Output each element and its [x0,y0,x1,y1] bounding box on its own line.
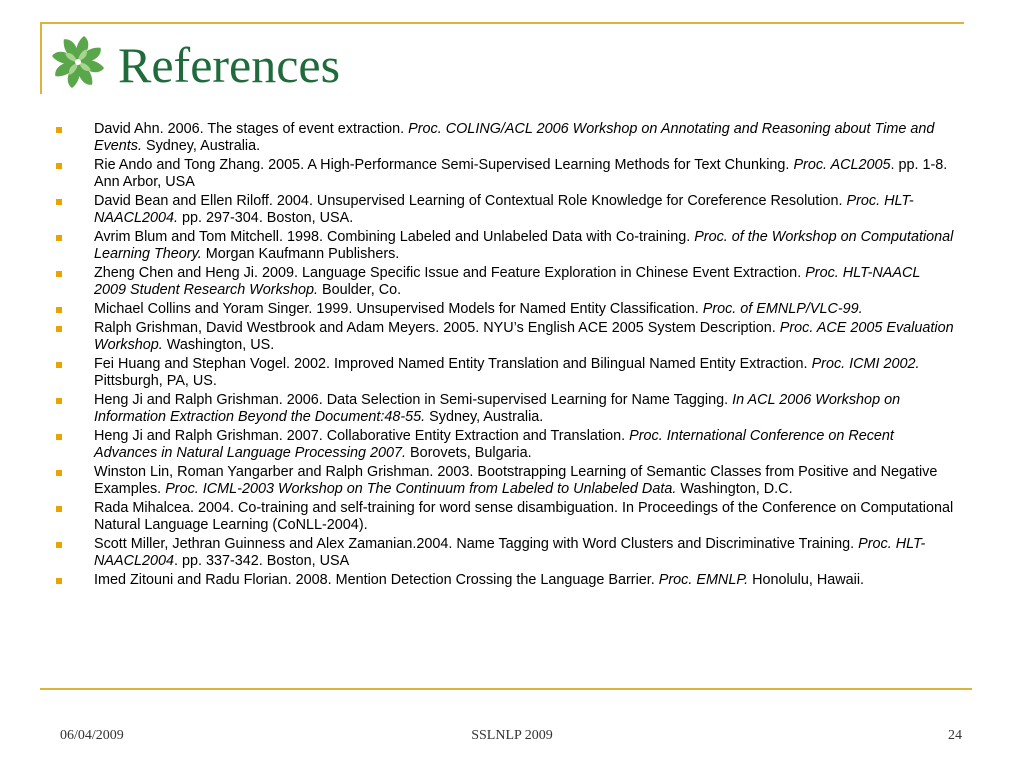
reference-item: Zheng Chen and Heng Ji. 2009. Language Specific Issue and Feature Exploration in Chinese Event Extraction. Proc. HLT-NAACL 2009 Student Research Workshop. Boulder, Co. [56,265,956,299]
reference-item: David Ahn. 2006. The stages of event extraction. Proc. COLING/ACL 2006 Workshop on Annotating and Reasoning about Time and Events. Sydney, Australia. [56,121,956,155]
reference-item: Scott Miller, Jethran Guinness and Alex Zamanian.2004. Name Tagging with Word Clusters and Discriminative Training. Proc. HLT-NAACL2004. pp. 337-342. Boston, USA [56,536,956,570]
footer-divider [40,688,972,690]
reference-item: Heng Ji and Ralph Grishman. 2006. Data Selection in Semi-supervised Learning for Name Tagging. In ACL 2006 Workshop on Information Extraction Beyond the Document:48-55. Sydney, Australia. [56,392,956,426]
reference-item: Michael Collins and Yoram Singer. 1999. Unsupervised Models for Named Entity Classification. Proc. of EMNLP/VLC-99. [56,301,956,318]
green-pinwheel-icon [46,30,110,94]
bullet-square-icon [56,506,62,512]
reference-item: Rada Mihalcea. 2004. Co-training and self-training for word sense disambiguation. In Proceedings of the Conference on Computational Natural Language Learning (CoNLL-2004). [56,500,956,534]
bullet-square-icon [56,470,62,476]
reference-item: David Bean and Ellen Riloff. 2004. Unsupervised Learning of Contextual Role Knowledge for Coreference Resolution. Proc. HLT-NAACL2004. pp. 297-304. Boston, USA. [56,193,956,227]
reference-item: Winston Lin, Roman Yangarber and Ralph Grishman. 2003. Bootstrapping Learning of Semantic Classes from Positive and Negative Examples. Proc. ICML-2003 Workshop on The Continuum from Labeled to Unlabeled Data. Washington, D.C. [56,464,956,498]
bullet-square-icon [56,271,62,277]
footer-event: SSLNLP 2009 [471,728,553,743]
page-title: References [118,37,341,93]
bullet-square-icon [56,398,62,404]
reference-item: Fei Huang and Stephan Vogel. 2002. Improved Named Entity Translation and Bilingual Named Entity Extraction. Proc. ICMI 2002. Pittsburgh, PA, US. [56,356,956,390]
footer-date: 06/04/2009 [60,728,124,743]
bullet-square-icon [56,163,62,169]
bullet-square-icon [56,199,62,205]
bullet-square-icon [56,307,62,313]
bullet-square-icon [56,127,62,133]
bullet-square-icon [56,235,62,241]
frame-top-line [40,22,964,24]
slide-number: 24 [948,728,962,743]
reference-list [56,121,956,591]
reference-item: Rie Ando and Tong Zhang. 2005. A High-Performance Semi-Supervised Learning Methods for Text Chunking. Proc. ACL2005. pp. 1-8. Ann Arbor, USA [56,157,956,191]
bullet-square-icon [56,542,62,548]
frame-left-line [40,22,42,94]
reference-item: Imed Zitouni and Radu Florian. 2008. Mention Detection Crossing the Language Barrier. Proc. EMNLP. Honolulu, Hawaii. [56,572,956,589]
bullet-square-icon [56,362,62,368]
bullet-square-icon [56,326,62,332]
bullet-square-icon [56,434,62,440]
reference-item: Heng Ji and Ralph Grishman. 2007. Collaborative Entity Extraction and Translation. Proc. International Conference on Recent Advances in Natural Language Processing 2007. Borovets, Bulgaria. [56,428,956,462]
reference-item: Ralph Grishman, David Westbrook and Adam Meyers. 2005. NYU’s English ACE 2005 System Description. Proc. ACE 2005 Evaluation Workshop. Washington, US. [56,320,956,354]
bullet-square-icon [56,578,62,584]
reference-item: Avrim Blum and Tom Mitchell. 1998. Combining Labeled and Unlabeled Data with Co-training. Proc. of the Workshop on Computational Learning Theory. Morgan Kaufmann Publishers. [56,229,956,263]
